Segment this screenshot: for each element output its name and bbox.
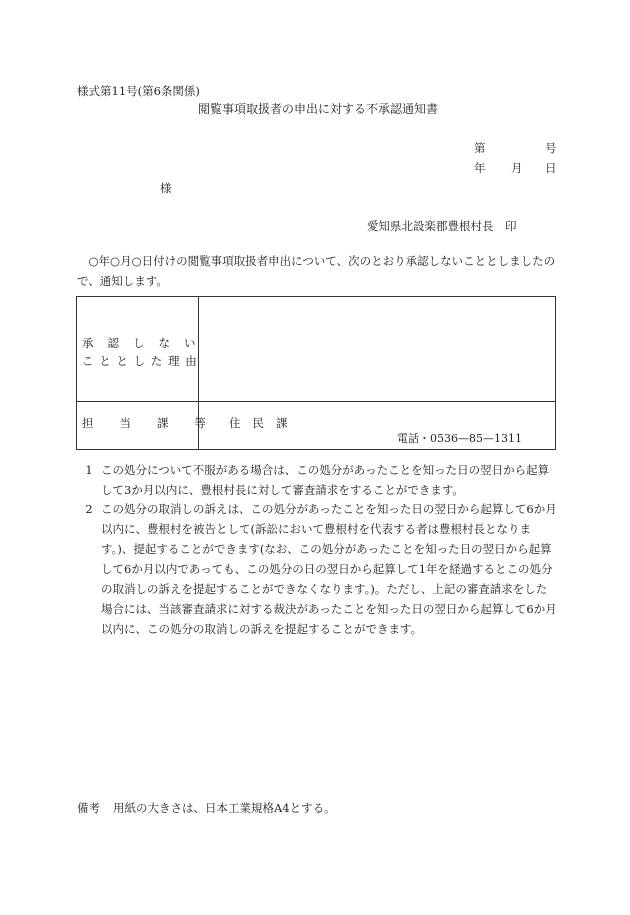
date-month-label: 月 — [511, 161, 523, 175]
note-item — [77, 460, 557, 500]
remarks — [77, 800, 336, 816]
note-number: 1 — [85, 463, 93, 477]
note-text: この処分の取消しの訴えは、この処分があったことを知った日の翌日から起算して6か月以内に、豊根村を被告として(訴訟において豊根村を代表する者は豊根村長となります。)、提起することができます(なお、この処分があったことを知った日の翌日から起算して6か月以内であっても、この処分の日の翌日から起算して1年を経過するとこの処分の取消しの訴えを提起することができなくなります。)。ただし、上記の審査請求をした場合には、当該審査請求に対する裁決があったことを知った日の翌日から起算して6か月以内に、この処分の取消しの訴えを提起することができます。 — [101, 502, 557, 636]
contact-label: 担当課等 — [82, 416, 232, 430]
department-name: 住民課 — [229, 416, 300, 430]
info-table — [76, 296, 556, 450]
date-day-label: 日 — [545, 161, 557, 175]
note-text: この処分について不服がある場合は、この処分があったことを知った日の翌日から起算して3か月以内に、豊根村長に対して審査請求をすることができます。 — [101, 463, 550, 497]
phone-number: 電話・0536—85—1311 — [397, 432, 522, 445]
note-number: 2 — [85, 502, 93, 516]
issuer-name: 愛知県北設楽郡豊根村長 印 — [367, 219, 517, 233]
remarks-text: 用紙の大きさは、日本工業規格A4とする。 — [113, 801, 336, 815]
reason-label-line2: こととした理由 — [82, 354, 203, 368]
date-year-label: 年 — [474, 161, 486, 175]
reason-label-line1: 承認しない — [82, 336, 210, 350]
form-number: 様式第11号(第6条関係) — [77, 84, 200, 98]
document-number-prefix: 第 — [474, 141, 486, 155]
note-item — [77, 499, 557, 639]
table-row-divider — [77, 401, 555, 402]
addressee-honorific: 様 — [160, 181, 172, 195]
remarks-label: 備考 — [77, 801, 100, 815]
document-number-suffix: 号 — [545, 141, 557, 155]
body-text: ○年○月○日付けの閲覧事項取扱者申出について、次のとおり承認しないこととしましたので、通知します。 — [77, 254, 556, 288]
document-title: 閲覧事項取扱者の申出に対する不承認通知書 — [198, 102, 439, 116]
